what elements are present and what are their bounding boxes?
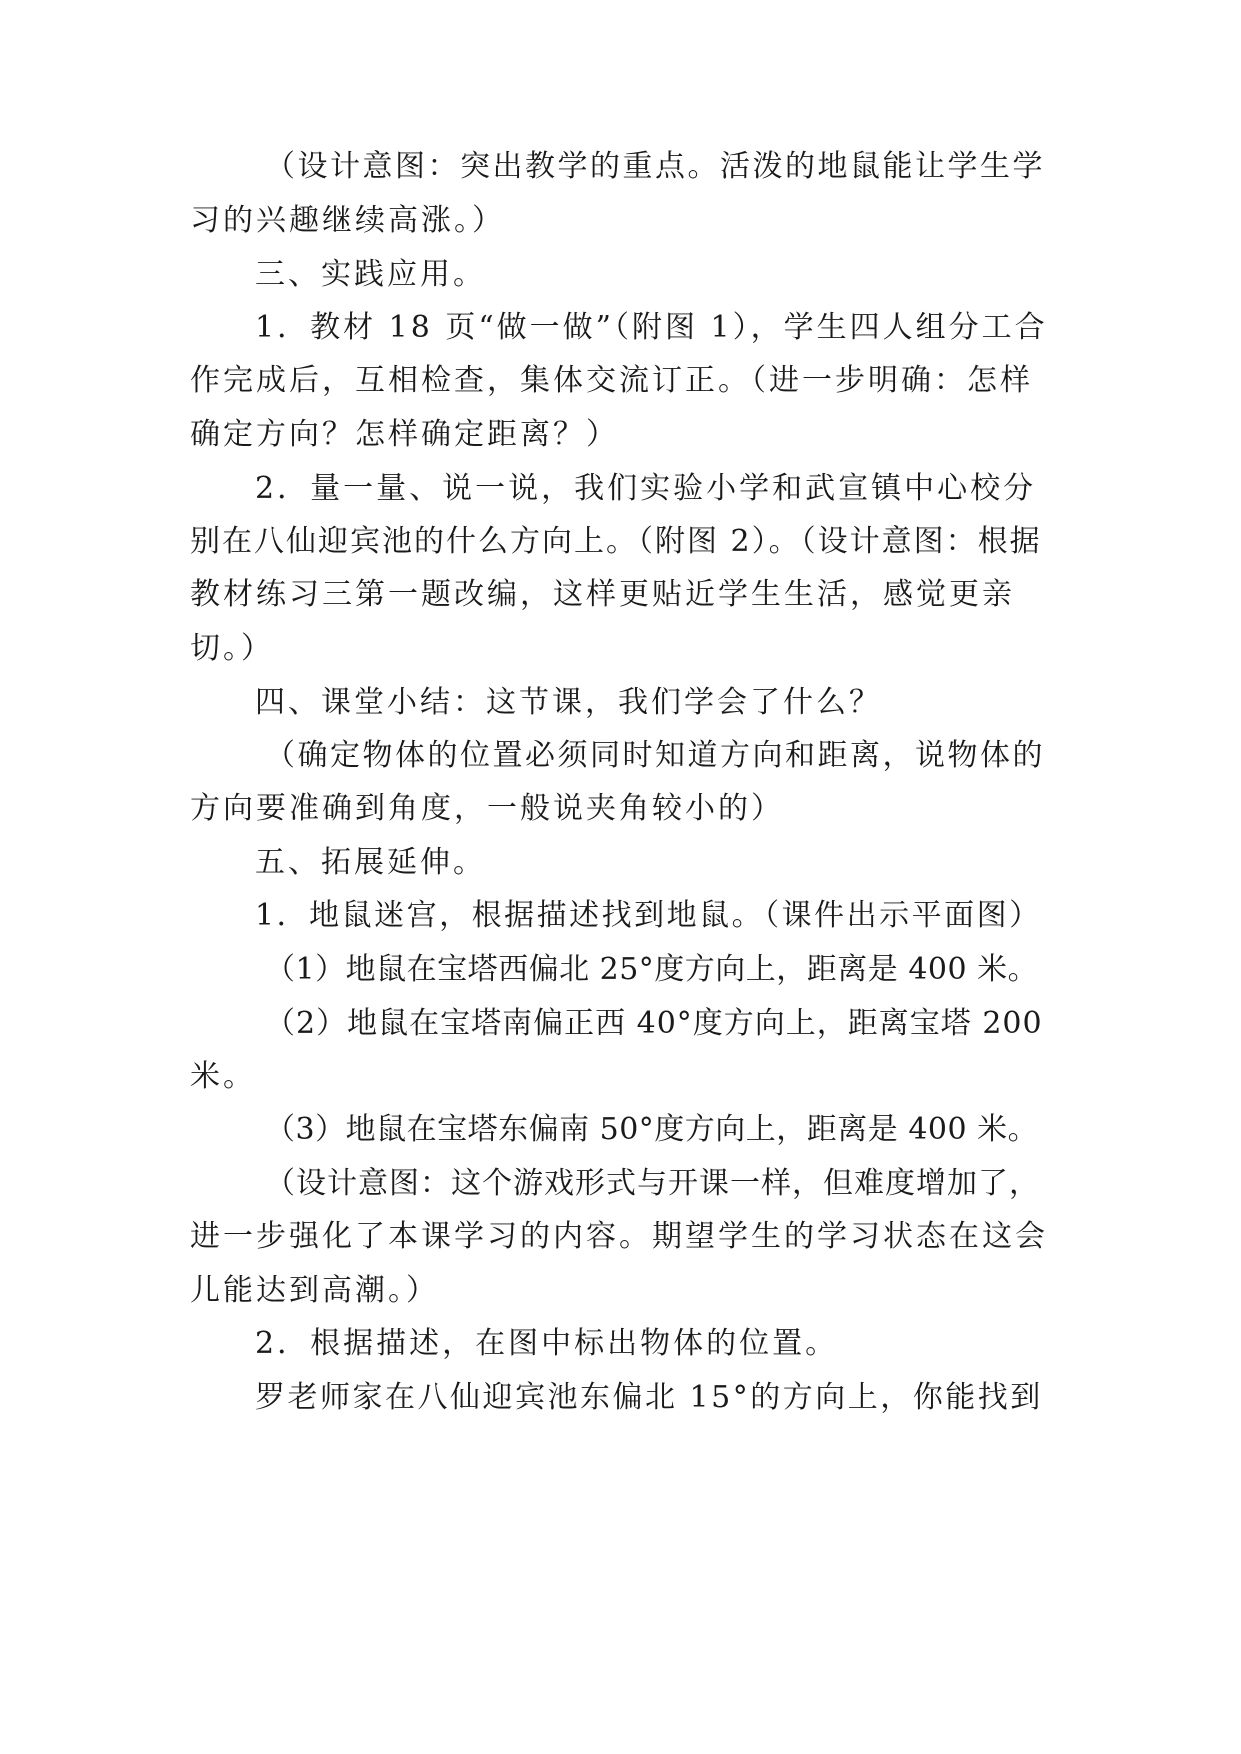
paragraph-line: 2．根据描述，在图中标出物体的位置。 — [255, 1326, 839, 1361]
paragraph-line: 儿能达到高潮。） — [190, 1273, 439, 1308]
paragraph-line: 2．量一量、说一说，我们实验小学和武宣镇中心校分 — [255, 471, 1037, 506]
paragraph-line: 进一步强化了本课学习的内容。期望学生的学习状态在这会 — [190, 1219, 1048, 1254]
paragraph-line: 罗老师家在八仙迎宾池东偏北 15°的方向上，你能找到 — [255, 1380, 1043, 1415]
paragraph-line: 确定方向？怎样确定距离？） — [190, 417, 619, 452]
section-heading: 四、课堂小结：这节课，我们学会了什么？ — [255, 685, 882, 720]
paragraph-line: 教材练习三第一题改编，这样更贴近学生生活，感觉更亲 — [190, 577, 1015, 612]
section-heading: 三、实践应用。 — [255, 257, 486, 292]
section-heading: 五、拓展延伸。 — [255, 845, 486, 880]
list-item: 米。 — [190, 1059, 256, 1094]
paragraph-line: （设计意图：这个游戏形式与开课一样，但难度增加了， — [265, 1166, 1040, 1201]
paragraph-line: 1．地鼠迷宫，根据描述找到地鼠。（课件出示平面图） — [255, 898, 1042, 933]
paragraph-line: 切。） — [190, 631, 274, 666]
paragraph-line: （确定物体的位置必须同时知道方向和距离，说物体的 — [265, 738, 1045, 773]
paragraph-line: 作完成后，互相检查，集体交流订正。（进一步明确：怎样 — [190, 363, 1033, 398]
paragraph-line: （设计意图：突出教学的重点。活泼的地鼠能让学生学 — [265, 149, 1045, 184]
paragraph-line: 方向要准确到角度，一般说夹角较小的） — [190, 791, 784, 826]
paragraph-line: 1．教材 18 页“做一做”（附图 1），学生四人组分工合 — [255, 310, 1048, 345]
list-item: （1）地鼠在宝塔西偏北 25°度方向上，距离是 400 米。 — [265, 952, 1039, 987]
paragraph-line: 别在八仙迎宾池的什么方向上。（附图 2）。（设计意图：根据 — [190, 524, 1042, 559]
paragraph-line: 习的兴趣继续高涨。） — [190, 203, 505, 238]
list-item: （2）地鼠在宝塔南偏正西 40°度方向上，距离宝塔 200 — [265, 1006, 1043, 1041]
list-item: （3）地鼠在宝塔东偏南 50°度方向上，距离是 400 米。 — [265, 1112, 1039, 1147]
